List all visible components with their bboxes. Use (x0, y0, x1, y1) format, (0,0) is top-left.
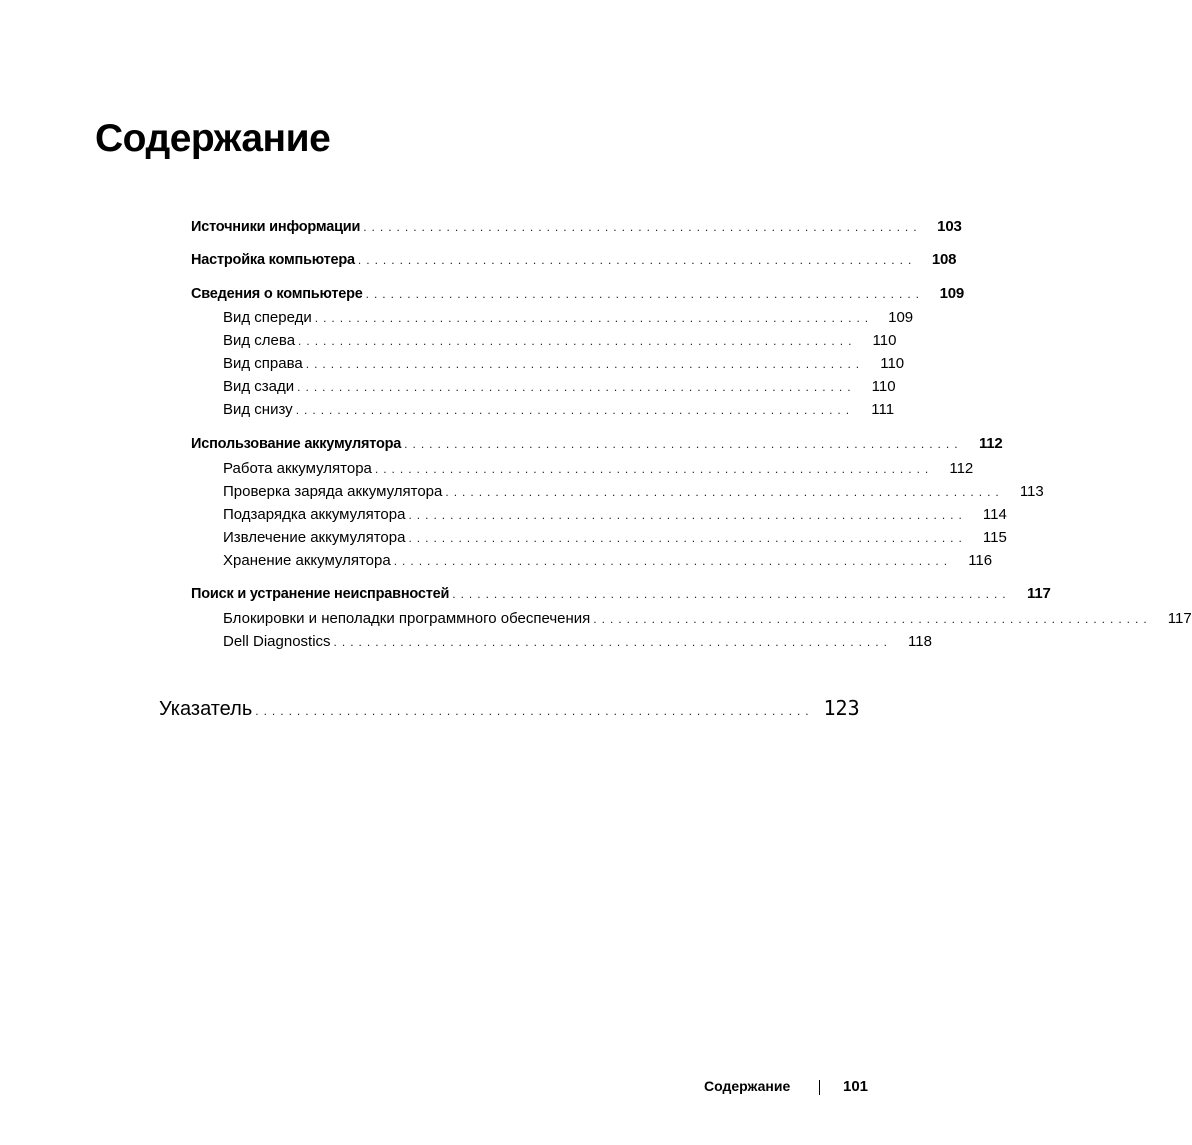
toc-entry-page: 113 (1019, 483, 1044, 500)
dot-leader: ................................................................... (333, 635, 892, 649)
dot-leader: ................................................................... (365, 287, 925, 301)
toc-entry-front-view[interactable] (223, 309, 914, 329)
dot-leader: ................................................................... (374, 462, 934, 476)
toc-entry-page: 116 (968, 552, 993, 569)
toc-entry-bottom-view[interactable] (223, 401, 895, 421)
toc-entry-page: 118 (908, 633, 932, 650)
dot-leader: ................................................................... (393, 554, 953, 568)
toc-entry-label: Вид справа (223, 355, 303, 372)
toc-entry-battery-removal[interactable] (223, 529, 1007, 549)
toc-entry-page: 117 (1167, 610, 1192, 627)
toc-entry-label: Блокировки и неполадки программного обеспечения (223, 610, 591, 627)
toc-entry-page: 110 (872, 332, 897, 349)
toc-entry-index[interactable] (159, 696, 860, 722)
toc-entry-label: Настройка компьютера (191, 252, 355, 268)
toc-entry-page: 123 (823, 696, 860, 720)
toc-entry-page: 108 (931, 251, 957, 268)
toc-entry-page: 109 (939, 285, 965, 302)
toc-entry-battery-operation[interactable] (223, 460, 974, 480)
footer-page-number: 101 (843, 1078, 869, 1095)
toc-entry-dell-diagnostics[interactable] (223, 633, 932, 653)
toc-entry-page: 115 (982, 529, 1007, 546)
toc-entry-setup[interactable] (191, 251, 957, 271)
toc-entry-label: Вид сзади (223, 378, 295, 395)
toc-entry-page: 117 (1027, 585, 1051, 602)
dot-leader: ................................................................... (305, 357, 865, 371)
dot-leader: ................................................................... (408, 508, 967, 522)
toc-entry-back-view[interactable] (223, 378, 896, 398)
footer-divider (819, 1080, 820, 1095)
dot-leader: ................................................................... (452, 587, 1011, 601)
toc-entry-right-view[interactable] (223, 355, 905, 375)
dot-leader: ................................................................... (408, 531, 967, 545)
toc-entry-page: 109 (888, 309, 914, 326)
toc-entry-sources[interactable] (191, 218, 962, 238)
dot-leader: ................................................................... (297, 380, 856, 394)
page-title: Содержание (95, 117, 331, 160)
toc-entry-label: Вид спереди (223, 309, 312, 326)
dot-leader: ................................................................... (255, 704, 814, 718)
toc-entry-label: Использование аккумулятора (191, 436, 402, 452)
toc-entry-battery-usage[interactable] (191, 435, 1003, 455)
toc-entry-label: Вид слева (223, 332, 296, 349)
dot-leader: ................................................................... (404, 437, 963, 451)
toc-entry-page: 111 (871, 401, 895, 418)
dot-leader: ................................................................... (314, 311, 874, 325)
toc-entry-left-view[interactable] (223, 332, 897, 352)
toc-entry-label: Хранение аккумулятора (223, 552, 391, 569)
dot-leader: ................................................................... (445, 485, 1004, 499)
toc-entry-page: 114 (982, 506, 1007, 523)
dot-leader: ................................................................... (295, 403, 855, 417)
toc-entry-page: 110 (880, 355, 905, 372)
toc-entry-label: Вид снизу (223, 401, 293, 418)
toc-entry-label: Сведения о компьютере (191, 286, 363, 302)
toc-entry-battery-charging[interactable] (223, 506, 1007, 526)
page-footer (0, 1076, 954, 1098)
toc-entry-label: Подзарядка аккумулятора (223, 506, 406, 523)
dot-leader: ................................................................... (298, 334, 857, 348)
toc-entry-label: Источники информации (191, 219, 361, 235)
toc-entry-label: Указатель (159, 698, 253, 720)
toc-entry-troubleshooting[interactable] (191, 585, 1051, 605)
toc-entry-label: Извлечение аккумулятора (223, 529, 406, 546)
footer-section-title: Содержание (704, 1078, 791, 1094)
toc-entry-label: Поиск и устранение неисправностей (191, 586, 450, 602)
toc-entry-battery-check[interactable] (223, 483, 1044, 503)
toc-entry-page: 103 (937, 218, 962, 235)
toc-entry-lockups-software[interactable] (223, 610, 1192, 630)
toc-entry-page: 112 (978, 435, 1003, 452)
toc-entry-label: Проверка заряда аккумулятора (223, 483, 443, 500)
toc-entry-page: 112 (949, 460, 974, 477)
dot-leader: ................................................................... (593, 612, 1152, 626)
toc-entry-page: 110 (871, 378, 896, 395)
toc-entry-about-computer[interactable] (191, 285, 965, 305)
toc-entry-label: Dell Diagnostics (223, 633, 331, 650)
dot-leader: ................................................................... (363, 220, 922, 234)
toc-entry-label: Работа аккумулятора (223, 460, 372, 477)
toc-entry-battery-storage[interactable] (223, 552, 993, 572)
dot-leader: ................................................................... (357, 253, 917, 267)
